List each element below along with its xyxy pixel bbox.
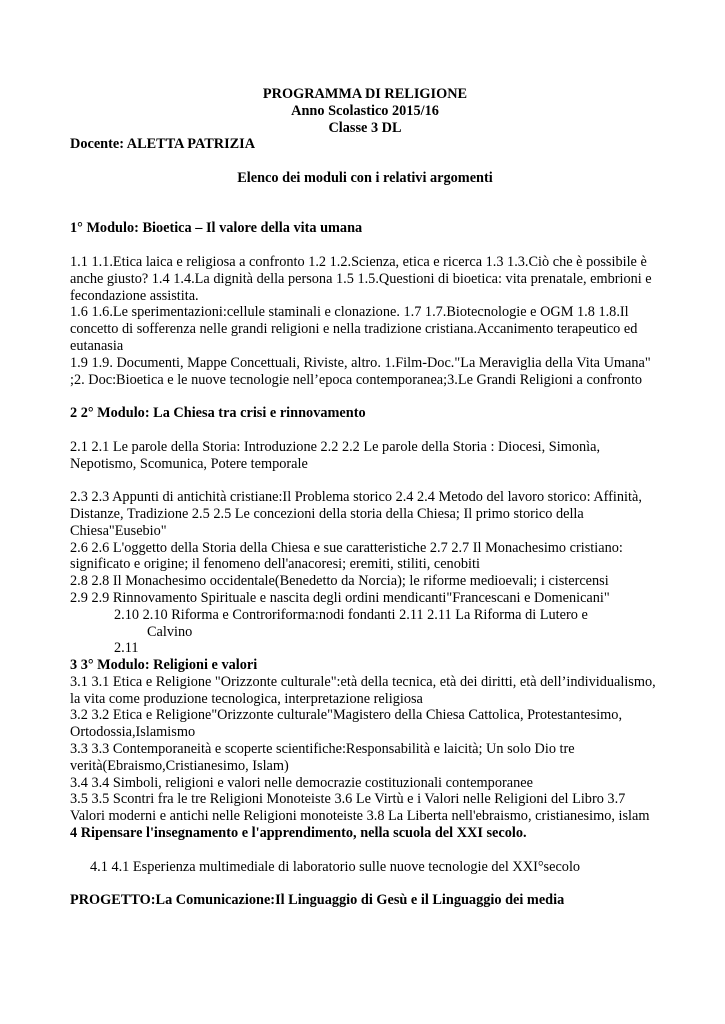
module-3-paragraph: 3.1 3.1 Etica e Religione "Orizzonte culturale":età della tecnica, età dei diritti, età dell’individualismo, la vita come produzione tecnologica, interpretazione religiosa [70, 673, 656, 707]
module-1-paragraph: 1.6 1.6.Le sperimentazioni:cellule staminali e clonazione. 1.7 1.7.Biotecnologie e OGM 1.8 1.8.Il concetto di sofferenza nelle grandi religioni e nella tradizione cristiana.Accanimento terapeutico ed eutanasia [70, 304, 638, 354]
module-2-paragraph: 2.10 2.10 Riforma e Controriforma:nodi fondanti 2.11 2.11 La Riforma di Lutero e [114, 606, 588, 623]
module-2-paragraph: 2.11 [114, 640, 139, 657]
module-2-paragraph: 2.8 2.8 Il Monachesimo occidentale(Benedetto da Norcia); le riforme medioevali; i cistercensi [70, 573, 609, 590]
module-1-paragraph: 1.1 1.1.Etica laica e religiosa a confronto 1.2 1.2.Scienza, etica e ricerca 1.3 1.3.Ciò che è possibile è anche giusto? 1.4 1.4.La dignità della persona 1.5 1.5.Questioni di bioetica: vita prenatale, embrioni e fecondazione assistita. [70, 253, 652, 304]
module-3-heading: 3 3° Modulo: Religioni e valori [70, 657, 258, 674]
class-label: Classe 3 DL [328, 119, 402, 136]
module-3-paragraph: 3.3 3.3 Contemporaneità e scoperte scientifiche:Responsabilità e laicità; Un solo Dio tre verità(Ebraismo,Cristianesimo, Islam) [70, 741, 575, 774]
module-2-paragraph: 2.1 2.1 Le parole della Storia: Introduzione 2.2 2.2 Le parole della Storia : Diocesi, Simonìa, Nepotismo, Scomunica, Potere temporale [70, 438, 601, 472]
module-4-heading: 4 Ripensare l'insegnamento e l'apprendimento, nella scuola del XXI secolo. [70, 825, 527, 842]
project-heading: PROGETTO:La Comunicazione:Il Linguaggio di Gesù e il Linguaggio dei media [70, 892, 565, 909]
module-3-paragraph: 3.4 3.4 Simboli, religioni e valori nelle democrazie costituzionali contemporanee [70, 774, 533, 791]
module-4-paragraph: 4.1 4.1 Esperienza multimediale di laboratorio sulle nuove tecnologie del XXI°secolo [90, 858, 581, 875]
document-title: PROGRAMMA DI RELIGIONE [262, 86, 468, 102]
module-1-heading: 1° Modulo: Bioetica – Il valore della vita umana [70, 220, 363, 237]
module-3-paragraph: 3.5 3.5 Scontri fra le tre Religioni Monoteiste 3.6 Le Virtù e i Valori nelle Religioni del Libro 3.7 Valori moderni e antichi nelle Religioni monoteiste 3.8 La Liberta nell'ebraismo, cristianesimo, islam [70, 791, 650, 825]
module-2-paragraph: 2.9 2.9 Rinnovamento Spirituale e nascita degli ordini mendicanti"Francescani e Domenicani" [70, 589, 610, 606]
module-2-heading: 2 2° Modulo: La Chiesa tra crisi e rinnovamento [70, 405, 366, 422]
module-2-paragraph: 2.6 2.6 L'oggetto della Storia della Chiesa e sue caratteristiche 2.7 2.7 Il Monachesimo cristiano: significato e origine; il fenomeno dell'anacoresi; eremiti, stiliti, cenobiti [70, 539, 623, 573]
school-year: Anno Scolastico 2015/16 [291, 102, 439, 119]
module-2-paragraph: 2.3 2.3 Appunti di antichità cristiane:Il Problema storico 2.4 2.4 Metodo del lavoro storico: Affinità, Distanze, Tradizione 2.5 2.5 Le concezioni della storia della Chiesa; Il primo storico della Chiesa"Eusebio" [70, 489, 642, 539]
module-3-paragraph: 3.2 3.2 Etica e Religione"Orizzonte culturale"Magistero della Chiesa Cattolica, Protestantesimo, Ortodossia,Islamismo [70, 707, 623, 741]
document-page [70, 86, 660, 909]
module-1-paragraph: 1.9 1.9. Documenti, Mappe Concettuali, Riviste, altro. 1.Film-Doc."La Meraviglia della Vita Umana" ;2. Doc:Bioetica e le nuove tecnologie nell’epoca contemporanea;3.Le Grandi Religioni a confronto [70, 354, 651, 388]
teacher-name: Docente: ALETTA PATRIZIA [70, 136, 256, 153]
module-2-paragraph: Calvino [147, 623, 193, 640]
module-2-indented-item [114, 607, 660, 657]
modules-subtitle: Elenco dei moduli con i relativi argomenti [237, 169, 493, 186]
